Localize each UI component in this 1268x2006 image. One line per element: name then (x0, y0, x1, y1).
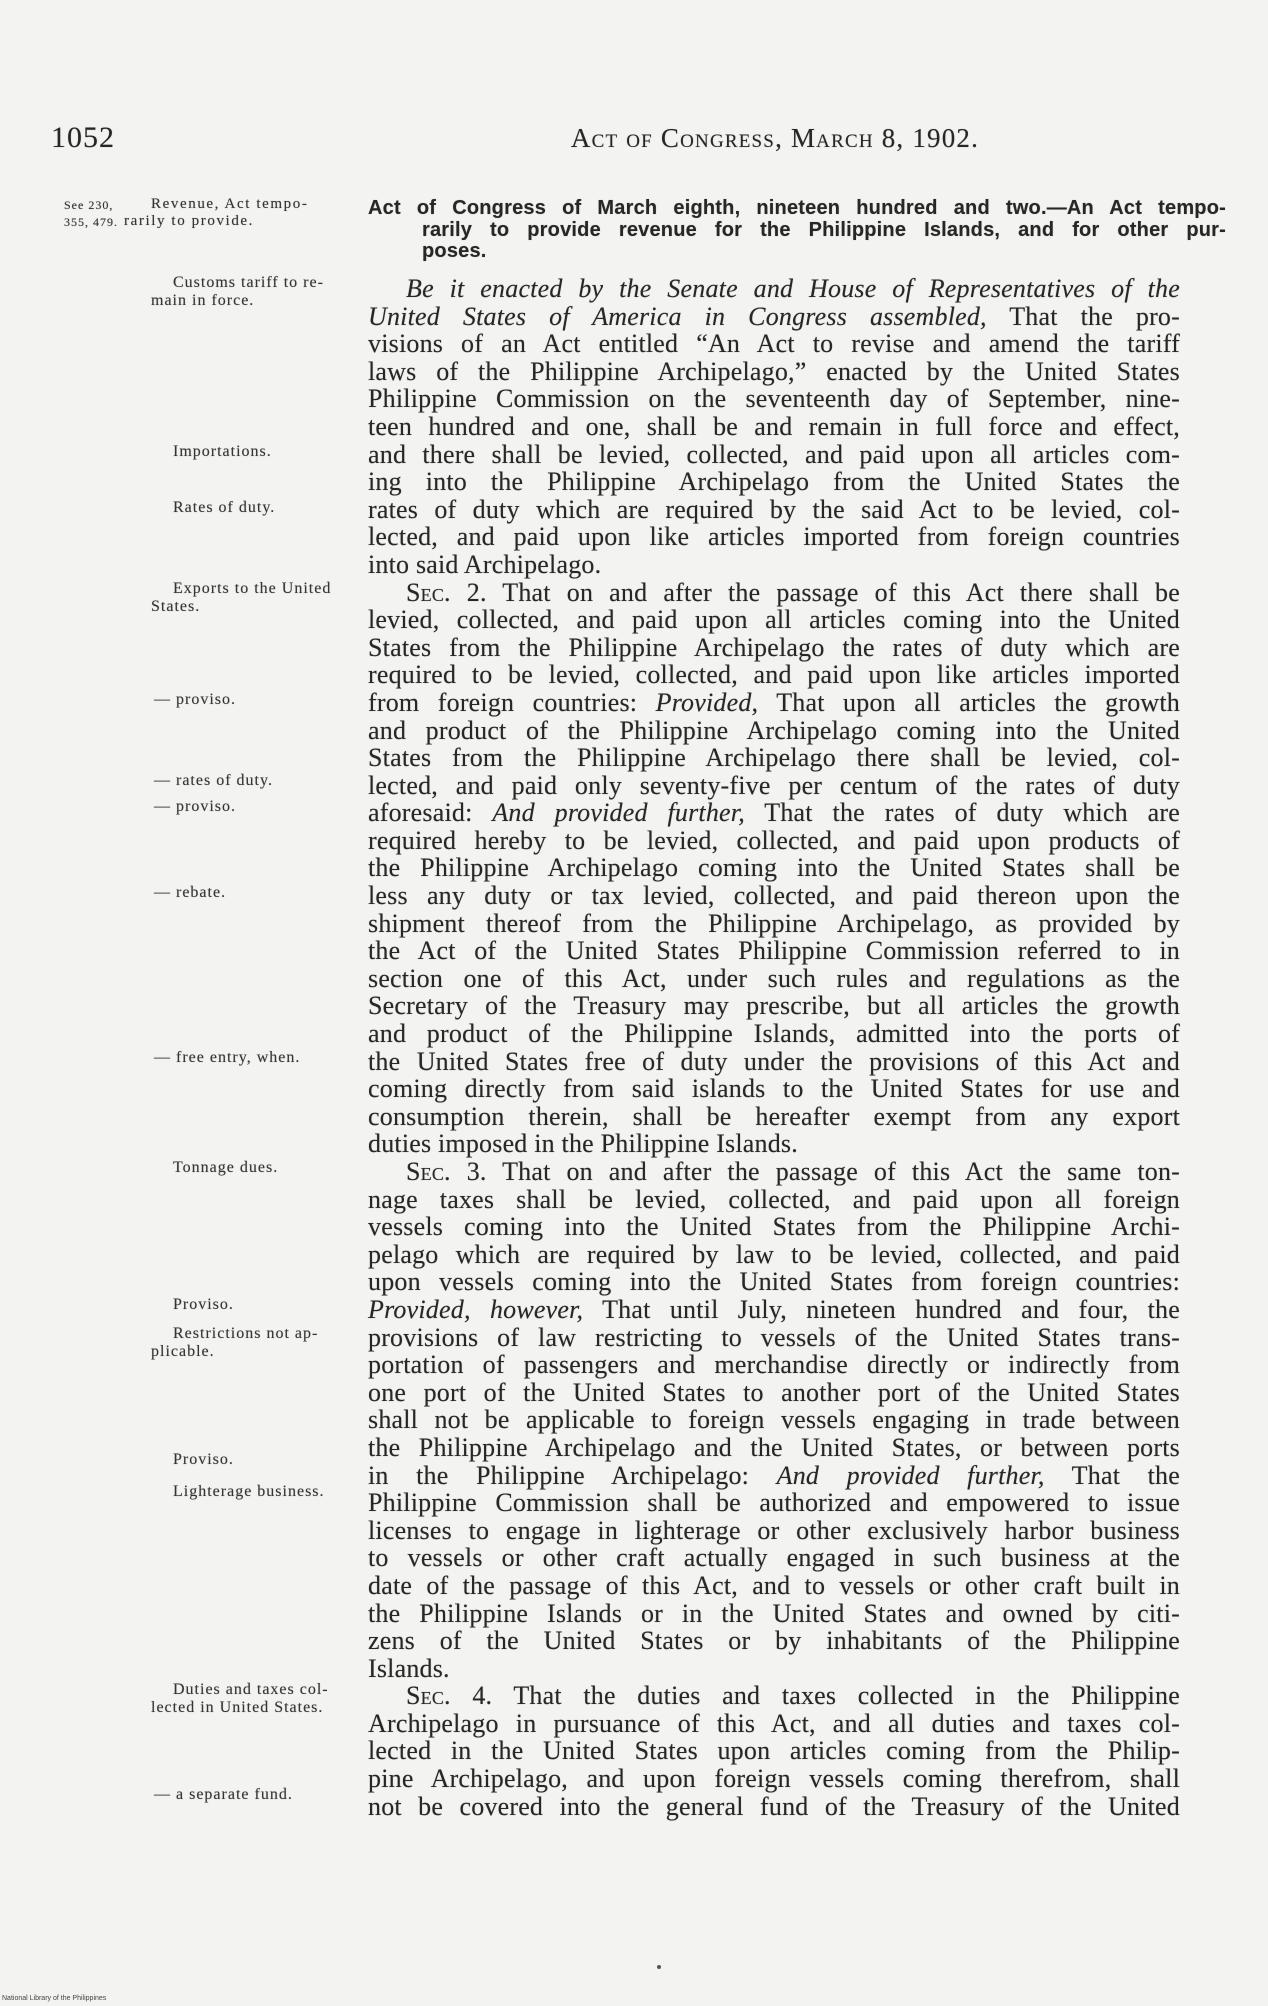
text-line: provisions of law restricting to vessels of the United States trans- (368, 1322, 1180, 1352)
margin-note (151, 1483, 363, 1501)
margin-note (154, 884, 366, 902)
text-line: rates of duty which are required by the said Act to be levied, col- (368, 494, 1180, 524)
subject-note-line: rarily to provide. (124, 213, 255, 229)
text-run: 4. That the duties and taxes collected in the Philippine (450, 1681, 1180, 1711)
margin-note-line: Tonnage dues. (173, 1159, 279, 1176)
text-line: Philippine Commission shall be authorized and empowered to issue (368, 1488, 1180, 1518)
italic-phrase: And provided further, (776, 1460, 1045, 1490)
margin-note-line: Proviso. (173, 1451, 234, 1468)
margin-note-line: States. (151, 597, 201, 615)
margin-note-line: Proviso. (173, 1296, 234, 1313)
text-line (368, 1462, 1180, 1490)
text-line: lected, and paid only seventy-five per centum of the rates of duty (368, 770, 1180, 800)
margin-note-line: Restrictions not ap- (173, 1325, 319, 1342)
margin-note-line: — a separate fund. (154, 1786, 293, 1803)
text-line: lected in the United States upon articles coming from the Philip- (368, 1736, 1180, 1766)
text-line: and product of the Philippine Archipelago coming into the United (368, 715, 1180, 745)
text-line (368, 1682, 1180, 1710)
text-line: shipment thereof from the Philippine Archipelago, as provided by (368, 908, 1180, 938)
margin-note-line: Importations. (173, 443, 272, 460)
body-text (368, 275, 1180, 1820)
section-label: Sec. (406, 577, 451, 607)
margin-note (151, 580, 363, 615)
text-run: aforesaid: (368, 798, 493, 828)
text-line: one port of the United States to another port of the United States (368, 1377, 1180, 1407)
text-line: pelago which are required by law to be levied, collected, and paid (368, 1239, 1180, 1269)
text-line (368, 799, 1180, 827)
cross-reference-line: See 230, (64, 198, 114, 212)
text-line: duties imposed in the Philippine Islands. (368, 1129, 798, 1159)
text-run: That the rates of duty which are (744, 798, 1181, 828)
margin-note-line: Lighterage business. (173, 1483, 325, 1500)
text-line: States from the Philippine Archipelago the rates of duty which are (368, 632, 1180, 662)
margin-note-line: — free entry, when. (154, 1049, 301, 1066)
section-3 (368, 1158, 1180, 1682)
title-line: poses. (422, 240, 487, 263)
library-stamp: National Library of the Philippines (2, 1995, 107, 2002)
cross-reference-line: 355, 479. (64, 215, 118, 229)
text-line (368, 1158, 1180, 1186)
text-line: visions of an Act entitled “An Act to revise and amend the tariff (368, 329, 1180, 359)
margin-note (154, 798, 366, 816)
italic-phrase: And provided further, (492, 798, 745, 828)
text-line: lected, and paid upon like articles imported from foreign countries (368, 522, 1180, 552)
text-line: the Philippine Archipelago coming into the United States shall be (368, 853, 1180, 883)
title-line: rarily to provide revenue for the Philippine Islands, and for other pur- (422, 218, 1226, 241)
text-line: pine Archipelago, and upon foreign vessels coming therefrom, shall (368, 1764, 1180, 1794)
text-run: That the (1044, 1460, 1181, 1490)
text-line: Philippine Commission on the seventeenth day of September, nine- (368, 384, 1180, 414)
text-line (368, 689, 1180, 717)
text-line: to vessels or other craft actually engaged in such business at the (368, 1543, 1180, 1573)
text-line: required hereby to be levied, collected, and paid upon products of (368, 825, 1180, 855)
section-2 (368, 579, 1180, 1158)
margin-note-line: — rates of duty. (154, 772, 273, 789)
text-run: That until July, nineteen hundred and four, the (583, 1294, 1181, 1324)
ink-speck (657, 1965, 661, 1969)
text-run: from foreign countries: (368, 687, 656, 717)
section-1 (368, 275, 1180, 579)
section-label: Sec. (406, 1681, 451, 1711)
margin-note (151, 443, 363, 461)
text-line: teen hundred and one, shall be and remain in full force and effect, (368, 411, 1180, 441)
margin-note-line: — proviso. (154, 798, 236, 815)
margin-note-line: — proviso. (154, 691, 236, 708)
text-line: date of the passage of this Act, and to vessels or other craft built in (368, 1570, 1180, 1600)
text-line: States from the Philippine Archipelago there shall be levied, col- (368, 743, 1180, 773)
subject-margin-note (124, 196, 364, 230)
text-line: the Philippine Islands or in the United States and owned by citi- (368, 1598, 1180, 1628)
text-run: 3. That on and after the passage of this Act the same ton- (450, 1157, 1180, 1186)
text-line: laws of the Philippine Archipelago,” enacted by the United States (368, 356, 1180, 386)
margin-note-line: Duties and taxes col- (173, 1681, 329, 1698)
text-line (368, 303, 1180, 331)
text-run: in the Philippine Archipelago: (368, 1460, 777, 1490)
text-line: required to be levied, collected, and paid upon like articles imported (368, 660, 1180, 690)
margin-note-line: lected in United States. (151, 1698, 324, 1716)
text-line: vessels coming into the United States from the Philippine Archi- (368, 1212, 1180, 1242)
act-title (368, 198, 1226, 263)
text-line: levied, collected, and paid upon all articles coming into the United (368, 605, 1180, 635)
text-line: Archipelago in pursuance of this Act, and all duties and taxes col- (368, 1708, 1180, 1738)
italic-phrase: Provided, however, (368, 1294, 584, 1324)
text-line: ing into the Philippine Archipelago from the United States the (368, 467, 1180, 497)
margin-note (151, 1451, 363, 1469)
margin-note-line: — rebate. (154, 884, 227, 901)
text-line: Islands. (368, 1653, 450, 1683)
text-line: and there shall be levied, collected, and paid upon all articles com- (368, 439, 1180, 469)
section-label: Sec. (406, 1157, 451, 1186)
margin-note (154, 772, 366, 790)
text-line: not be covered into the general fund of the Treasury of the United (368, 1791, 1180, 1821)
margin-note-line: plicable. (151, 1342, 215, 1360)
margin-note (151, 1681, 363, 1716)
text-line: less any duty or tax levied, collected, and paid thereon upon the (368, 881, 1180, 911)
text-line: coming directly from said islands to the United States for use and (368, 1074, 1180, 1104)
text-line (368, 1296, 1180, 1324)
running-head: Act of Congress, March 8, 1902. (570, 123, 980, 153)
page-number: 1052 (51, 121, 115, 154)
text-line: consumption therein, shall be hereafter exempt from any export (368, 1101, 1180, 1131)
italic-phrase: United States of America in Congress assembled, (368, 301, 987, 331)
margin-note (151, 1325, 363, 1360)
text-line: upon vessels coming into the United States from foreign countries: (368, 1267, 1180, 1297)
text-line: the Act of the United States Philippine Commission referred to in (368, 936, 1180, 966)
text-line: Secretary of the Treasury may prescribe, but all articles the growth (368, 991, 1180, 1021)
italic-phrase: Provided, (655, 687, 759, 717)
margin-note-line: Customs tariff to re- (173, 274, 324, 291)
margin-note-line: main in force. (151, 291, 255, 309)
margin-note (151, 499, 363, 517)
text-line: portation of passengers and merchandise directly or indirectly from (368, 1350, 1180, 1380)
margin-note (151, 274, 363, 309)
text-line: nage taxes shall be levied, collected, and paid upon all foreign (368, 1184, 1180, 1214)
margin-note-line: Rates of duty. (173, 499, 276, 516)
text-line: Be it enacted by the Senate and House of Representatives of the (406, 274, 1180, 303)
text-line (368, 579, 1180, 607)
margin-note (154, 1786, 366, 1804)
subject-note-line: Revenue, Act tempo- (151, 196, 309, 212)
text-line: into said Archipelago. (368, 549, 602, 579)
text-line: licenses to engage in lighterage or other exclusively harbor business (368, 1515, 1180, 1545)
text-line: shall not be applicable to foreign vessels engaging in trade between (368, 1405, 1180, 1435)
margin-note-line: Exports to the United (173, 580, 332, 597)
margin-note (154, 1049, 366, 1067)
margin-note (154, 691, 366, 709)
text-line: the Philippine Archipelago and the United States, or between ports (368, 1432, 1180, 1462)
section-4 (368, 1682, 1180, 1820)
title-line: Act of Congress of March eighth, nineteen hundred and two.—An Act tempo- (368, 197, 1226, 219)
text-line: section one of this Act, under such rules and regulations as the (368, 963, 1180, 993)
text-line: zens of the United States or by inhabitants of the Philippine (368, 1626, 1180, 1656)
margin-note (151, 1159, 363, 1177)
text-line: the United States free of duty under the provisions of this Act and (368, 1046, 1180, 1076)
text-line: and product of the Philippine Islands, admitted into the ports of (368, 1019, 1180, 1049)
cross-reference-note (64, 197, 124, 231)
text-run: That upon all articles the growth (758, 687, 1181, 717)
margin-note (151, 1296, 363, 1314)
text-run: That the pro- (986, 301, 1180, 331)
text-run: 2. That on and after the passage of this Act there shall be (450, 577, 1180, 607)
